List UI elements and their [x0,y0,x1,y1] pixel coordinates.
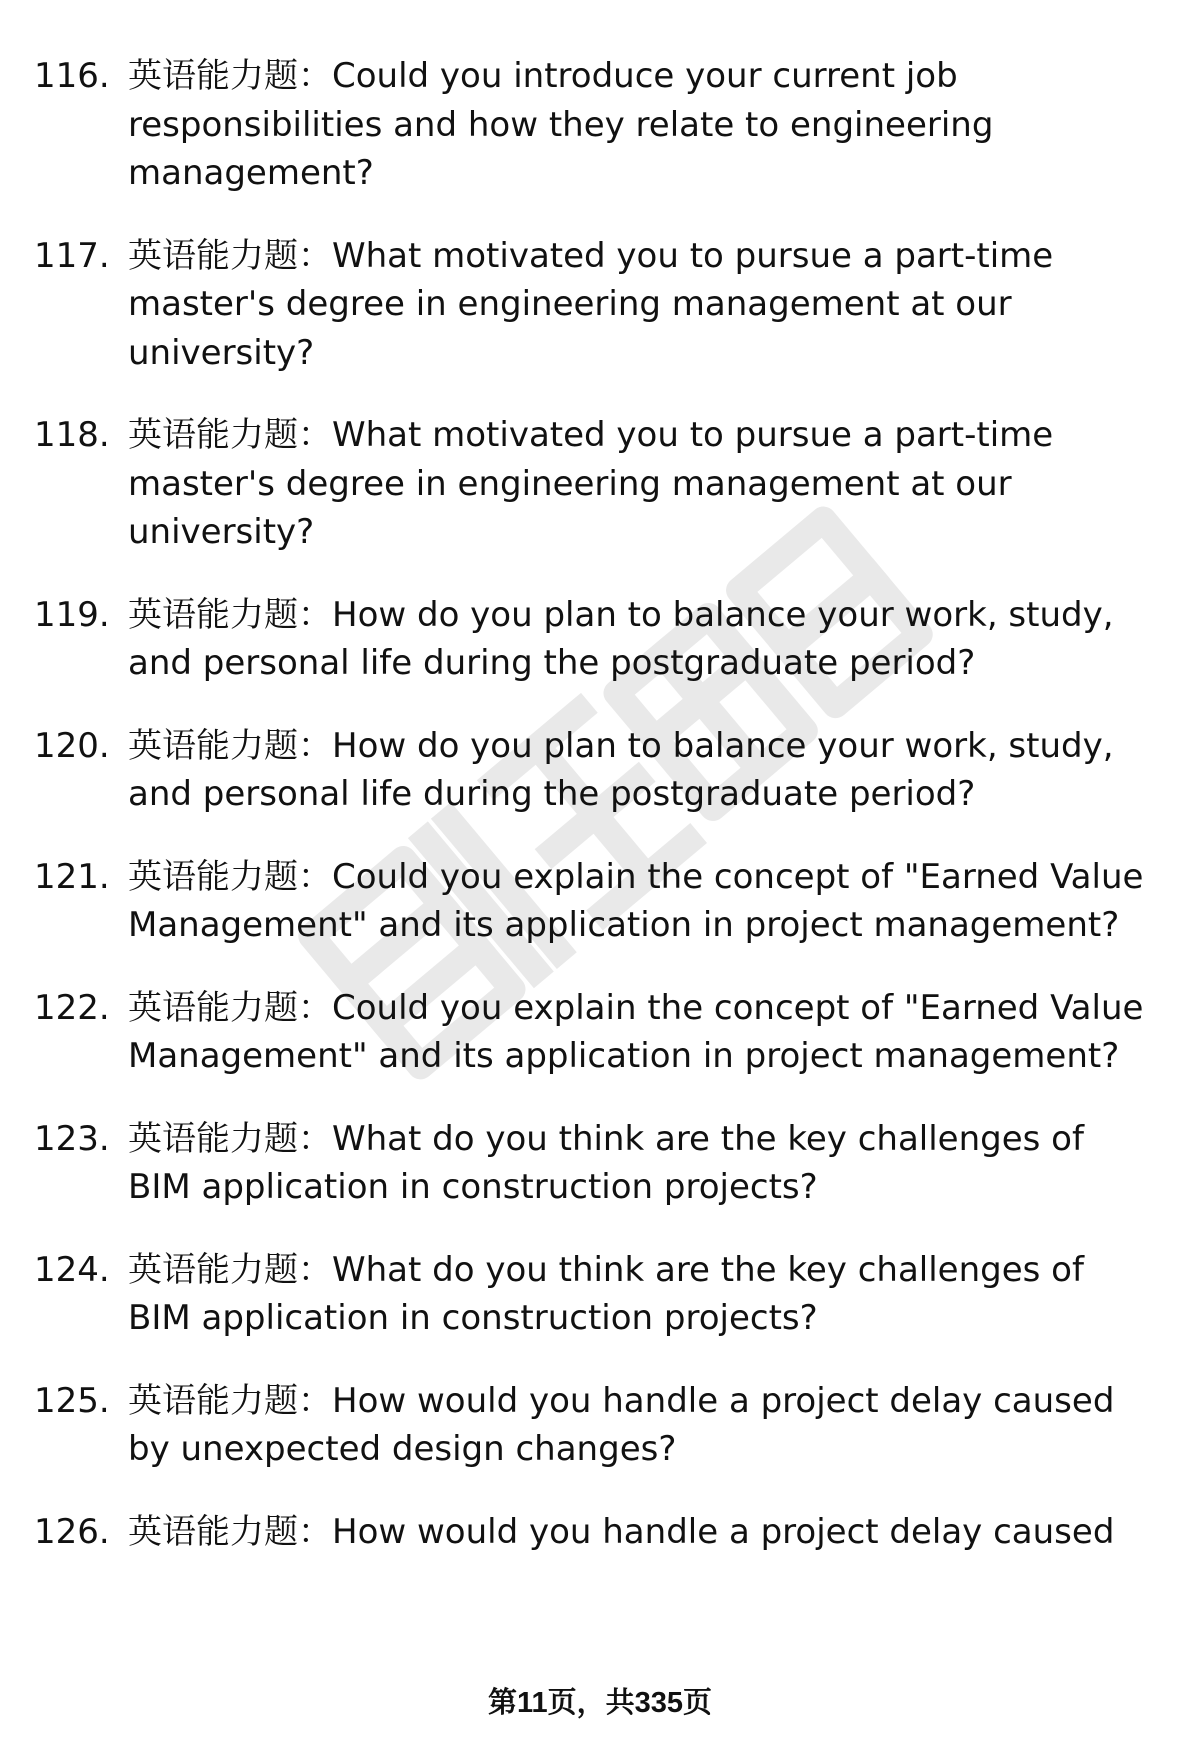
question-item [0,1377,1200,1474]
question-number: 120. [34,725,110,766]
question-text: 英语能力题：How would you handle a project delay caused [128,1511,1115,1552]
question-number: 117. [34,235,110,276]
question-item [0,853,1200,950]
question-item [0,1246,1200,1343]
question-number: 118. [34,415,110,455]
question-item [0,1115,1200,1212]
question-number: 122. [34,987,110,1028]
question-text: 英语能力题：Could you explain the concept of "Earned Value Management" and its application in project management? [128,856,1144,945]
question-number: 126. [34,1511,110,1552]
question-text: 英语能力题：How would you handle a project delay caused by unexpected design changes? [128,1380,1115,1469]
question-text: 英语能力题：Could you explain the concept of "Earned Value Management" and its application in project management? [128,987,1144,1076]
question-number: 124. [34,1249,110,1290]
question-item [0,1508,1200,1557]
question-text: 英语能力题：How do you plan to balance your work, study, and personal life during the postgraduate period? [128,594,1114,683]
question-number: 121. [34,856,110,897]
question-text: 英语能力题：What do you think are the key challenges of BIM application in construction projects? [128,1118,1084,1207]
question-text: 英语能力题：What motivated you to pursue a part-time master's degree in engineering management at our university? [128,235,1054,373]
question-item [0,984,1200,1081]
question-item [0,591,1200,688]
question-item [0,722,1200,819]
question-text: 英语能力题：What motivated you to pursue a part-time master's degree in engineering management at our university? [128,415,1054,552]
question-text: 英语能力题：What do you think are the key challenges of BIM application in construction projects? [128,1249,1084,1338]
question-number: 125. [34,1380,110,1421]
question-number: 119. [34,594,110,635]
page-footer: 第11页，共335页 [487,1687,713,1719]
question-item [0,232,1200,378]
question-list [0,52,1200,1590]
question-number: 123. [34,1118,110,1159]
question-item [0,52,1200,198]
question-number: 116. [34,56,110,96]
question-item [0,411,1200,557]
question-text: 英语能力题：Could you introduce your current job responsibilities and how they relate to engineering management? [128,56,994,193]
question-text: 英语能力题：How do you plan to balance your work, study, and personal life during the postgraduate period? [128,725,1114,814]
